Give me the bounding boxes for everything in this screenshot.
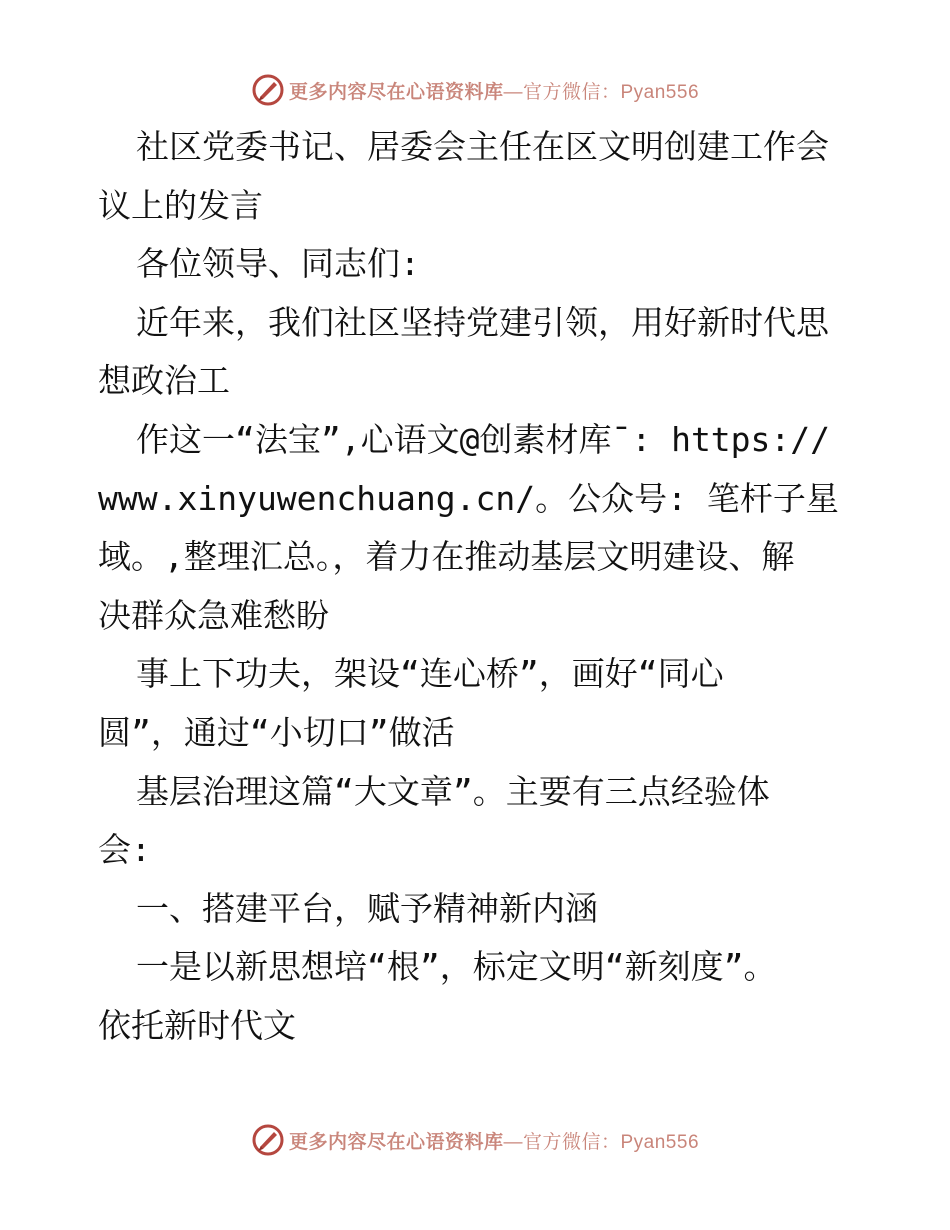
doc-paragraph-line: 作这一“法宝”,心语文@创素材库¯: https:// [136, 419, 831, 459]
doc-section-heading: 一、搭建平台，赋予精神新内涵 [136, 888, 598, 928]
doc-paragraph-line: 事上下功夫，架设“连心桥”，画好“同心 [136, 654, 724, 694]
banner-text [289, 77, 699, 104]
doc-paragraph-line: 想政治工 [98, 361, 230, 401]
quill-logo-icon [251, 1123, 285, 1157]
header-watermark-banner [0, 70, 950, 110]
doc-paragraph-line: 决群众急难愁盼 [98, 595, 329, 635]
banner-brand: 更多内容尽在心语资料库 [288, 81, 504, 103]
banner-text [289, 1127, 699, 1154]
doc-title-line-1: 社区党委书记、居委会主任在区文明创建工作会 [136, 127, 829, 166]
quill-logo-icon [251, 73, 285, 107]
doc-greeting: 各位领导、同志们: [136, 244, 420, 284]
doc-paragraph-line: 近年来，我们社区坚持党建引领，用好新时代思 [136, 302, 829, 342]
doc-paragraph-line: 圆”，通过“小切口”做活 [98, 712, 455, 752]
doc-paragraph-line: 一是以新思想培“根”，标定文明“新刻度”。 [136, 947, 777, 987]
doc-paragraph-line: 会: [98, 830, 151, 870]
doc-paragraph-line: 依托新时代文 [98, 1005, 296, 1045]
banner-contact: —官方微信：Pyan556 [503, 1131, 700, 1153]
doc-title-line-2: 议上的发言 [98, 185, 263, 225]
doc-paragraph-line: www.xinyuwenchuang.cn/。公众号: 笔杆子星 [98, 478, 839, 518]
doc-paragraph-line: 域。,整理汇总。，着力在推动基层文明建设、解 [98, 537, 795, 577]
banner-brand: 更多内容尽在心语资料库 [288, 1131, 504, 1153]
footer-watermark-banner [0, 1120, 950, 1160]
banner-contact: —官方微信：Pyan556 [503, 81, 700, 103]
document-body [98, 118, 858, 1056]
doc-paragraph-line: 基层治理这篇“大文章”。主要有三点经验体 [136, 771, 770, 811]
